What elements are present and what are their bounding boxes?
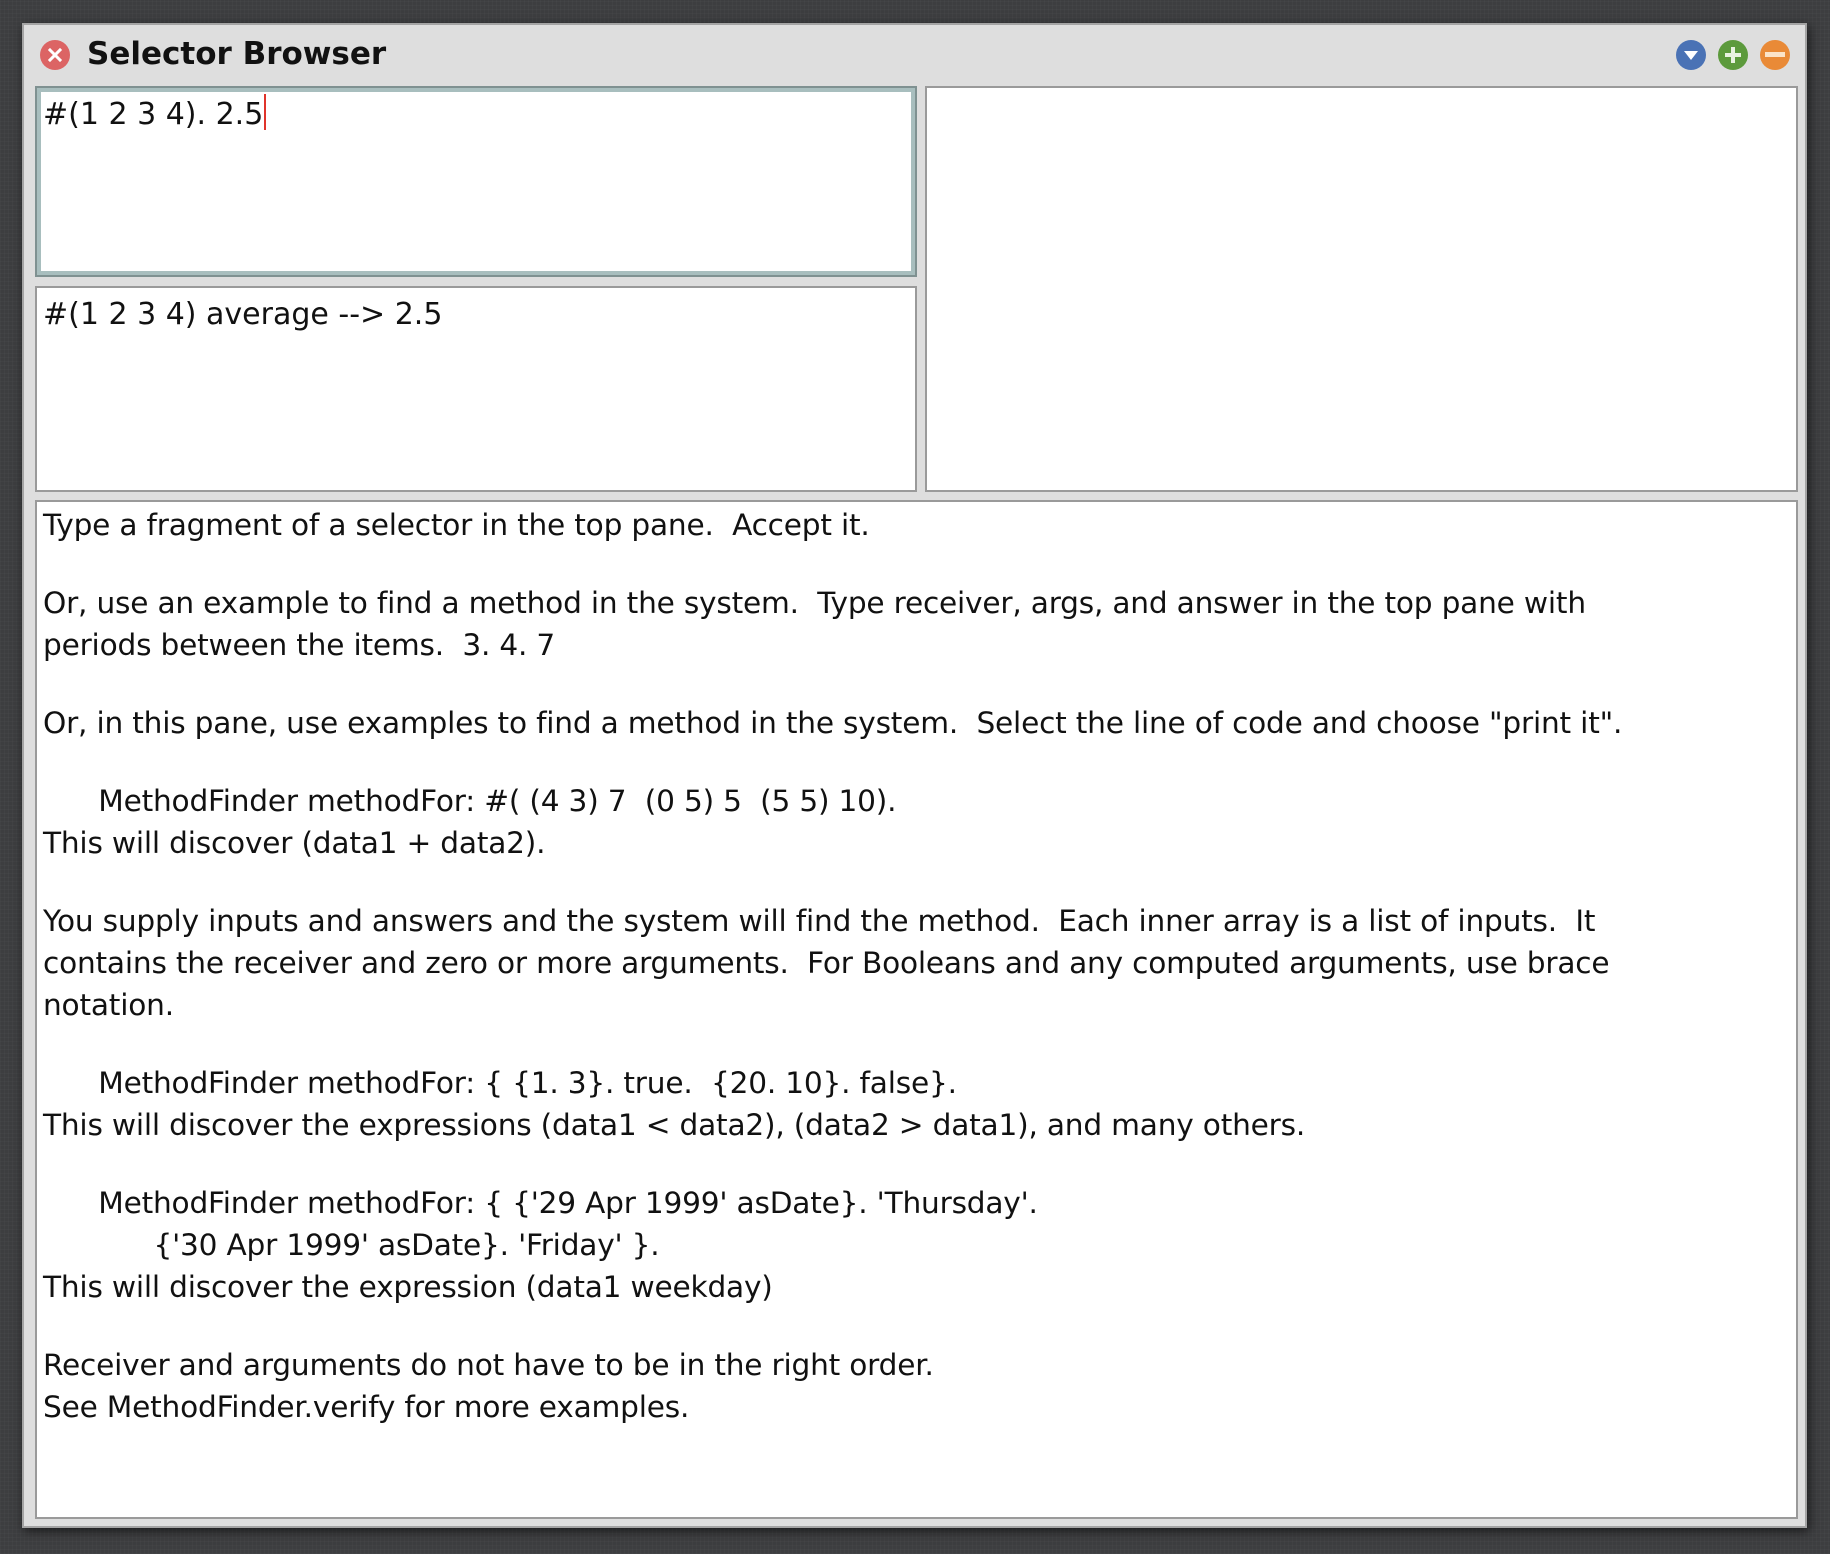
help-line: This will discover the expression (data1 weekday) <box>43 1270 773 1304</box>
help-line: {'30 Apr 1999' asDate}. 'Friday' }. <box>43 1228 660 1262</box>
help-line: Type a fragment of a selector in the top pane. Accept it. <box>43 508 870 542</box>
text-caret <box>264 94 266 130</box>
help-line <box>43 666 1796 702</box>
help-line: This will discover (data1 + data2). <box>43 826 546 860</box>
result-pane[interactable] <box>35 286 917 492</box>
plus-icon <box>1724 46 1742 64</box>
selector-input-pane[interactable] <box>35 86 917 277</box>
help-line: Or, in this pane, use examples to find a method in the system. Select the line of code and choose "print it". <box>43 706 1623 740</box>
selector-list-pane[interactable] <box>925 86 1798 492</box>
help-line: MethodFinder methodFor: #( (4 3) 7 (0 5) 5 (5 5) 10). <box>43 784 897 818</box>
result-line[interactable]: #(1 2 3 4) average --> 2.5 <box>43 297 443 332</box>
help-line: MethodFinder methodFor: { {1. 3}. true. {20. 10}. false}. <box>43 1066 957 1100</box>
window-title: Selector Browser <box>87 36 387 72</box>
help-line <box>43 1026 1796 1062</box>
help-pane[interactable] <box>35 500 1798 1519</box>
close-button[interactable] <box>40 40 70 70</box>
title-bar[interactable] <box>24 25 1805 87</box>
help-line: Or, use an example to find a method in the system. Type receiver, args, and answer in the top pane with <box>43 586 1586 620</box>
help-line: contains the receiver and zero or more arguments. For Booleans and any computed arguments, use brace <box>43 946 1610 980</box>
help-line: periods between the items. 3. 4. 7 <box>43 628 556 662</box>
help-line <box>43 546 1796 582</box>
triangle-down-icon <box>1683 49 1699 61</box>
help-line: Receiver and arguments do not have to be in the right order. <box>43 1348 934 1382</box>
close-icon <box>48 48 62 62</box>
help-line: notation. <box>43 988 174 1022</box>
help-line <box>43 744 1796 780</box>
help-line: See MethodFinder.verify for more examples. <box>43 1390 690 1424</box>
help-line: MethodFinder methodFor: { {'29 Apr 1999' asDate}. 'Thursday'. <box>43 1186 1038 1220</box>
help-text[interactable] <box>37 502 1796 1428</box>
selector-input-text: #(1 2 3 4). 2.5 <box>43 97 264 132</box>
help-line <box>43 864 1796 900</box>
help-line <box>43 1146 1796 1182</box>
minus-icon <box>1765 52 1785 58</box>
help-line: This will discover the expressions (data1 < data2), (data2 > data1), and many others. <box>43 1108 1306 1142</box>
window-menu-button[interactable] <box>1676 40 1706 70</box>
expand-button[interactable] <box>1718 40 1748 70</box>
help-line: You supply inputs and answers and the system will find the method. Each inner array is a list of inputs. It <box>43 904 1596 938</box>
collapse-button[interactable] <box>1760 40 1790 70</box>
help-line <box>43 1308 1796 1344</box>
selector-browser-window <box>22 23 1807 1528</box>
